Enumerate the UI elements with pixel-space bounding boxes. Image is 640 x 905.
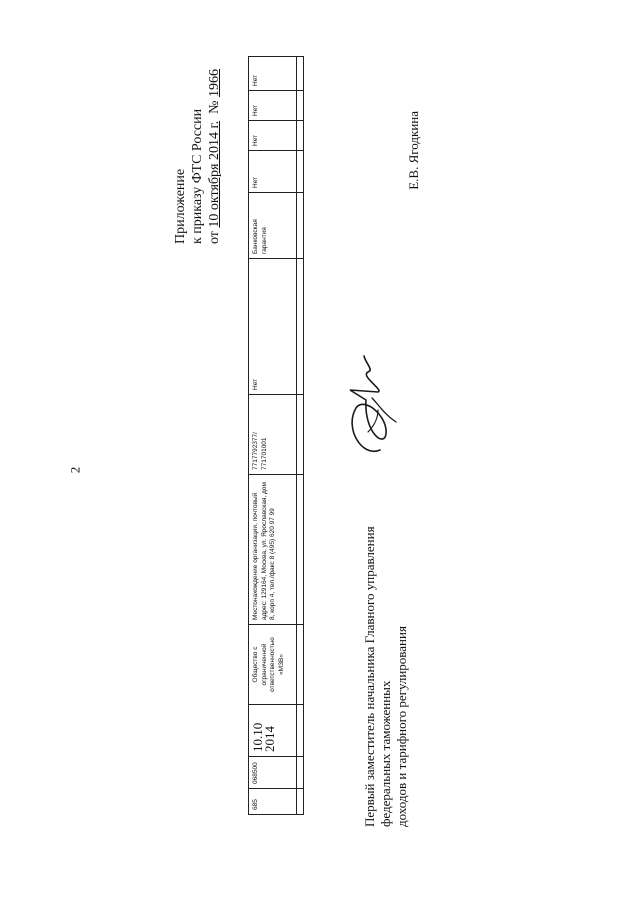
cell-address: Местонахождение организации, почтовый адрес: 129164, Москва, ул. Ярославская, дом 8, корп 4, тел./факс 8 (495) 620 97 99 bbox=[249, 475, 297, 625]
date-prefix: от bbox=[207, 231, 222, 245]
rotated-document-content bbox=[170, 47, 470, 857]
register-table bbox=[248, 56, 304, 815]
appendix-title: Приложение bbox=[173, 168, 188, 245]
signer-title bbox=[362, 526, 410, 827]
cell-inn-kpp: 7717792377/ 771701001 bbox=[249, 395, 297, 475]
signature-icon bbox=[338, 352, 408, 462]
table-spacer-row bbox=[297, 57, 304, 815]
signer-name: Е.В. Ягодкина bbox=[406, 111, 421, 190]
order-number: 1966 bbox=[207, 69, 222, 97]
signer-title-line1: Первый заместитель начальника Главного управления bbox=[362, 526, 377, 827]
cell-col12: Нет bbox=[249, 57, 297, 91]
cell-guarantee: Банковская гарантия bbox=[249, 193, 297, 259]
table-row bbox=[249, 57, 297, 815]
signer-title-line2: федеральных таможенных bbox=[378, 680, 393, 827]
cell-date: 10.10 2014 bbox=[249, 705, 297, 757]
order-date: 10 октября 2014 г. bbox=[207, 120, 222, 228]
cell-code: 068500 bbox=[249, 757, 297, 789]
page-number: 2 bbox=[67, 466, 83, 474]
number-prefix: № bbox=[207, 100, 222, 114]
cell-col9: Нет bbox=[249, 151, 297, 193]
cell-organization: Общество с ограниченной ответственностью «МЗВ» bbox=[249, 625, 297, 705]
appendix-header bbox=[172, 69, 223, 244]
appendix-order-ref: к приказу ФТС России bbox=[190, 108, 205, 245]
cell-col10: Нет bbox=[249, 121, 297, 151]
cell-col7: Нет bbox=[249, 259, 297, 395]
cell-col11: Нет bbox=[249, 91, 297, 121]
cell-row-no: 685 bbox=[249, 789, 297, 815]
appendix-date-line bbox=[206, 69, 223, 244]
signer-title-line3: доходов и тарифного регулирования bbox=[394, 626, 409, 827]
